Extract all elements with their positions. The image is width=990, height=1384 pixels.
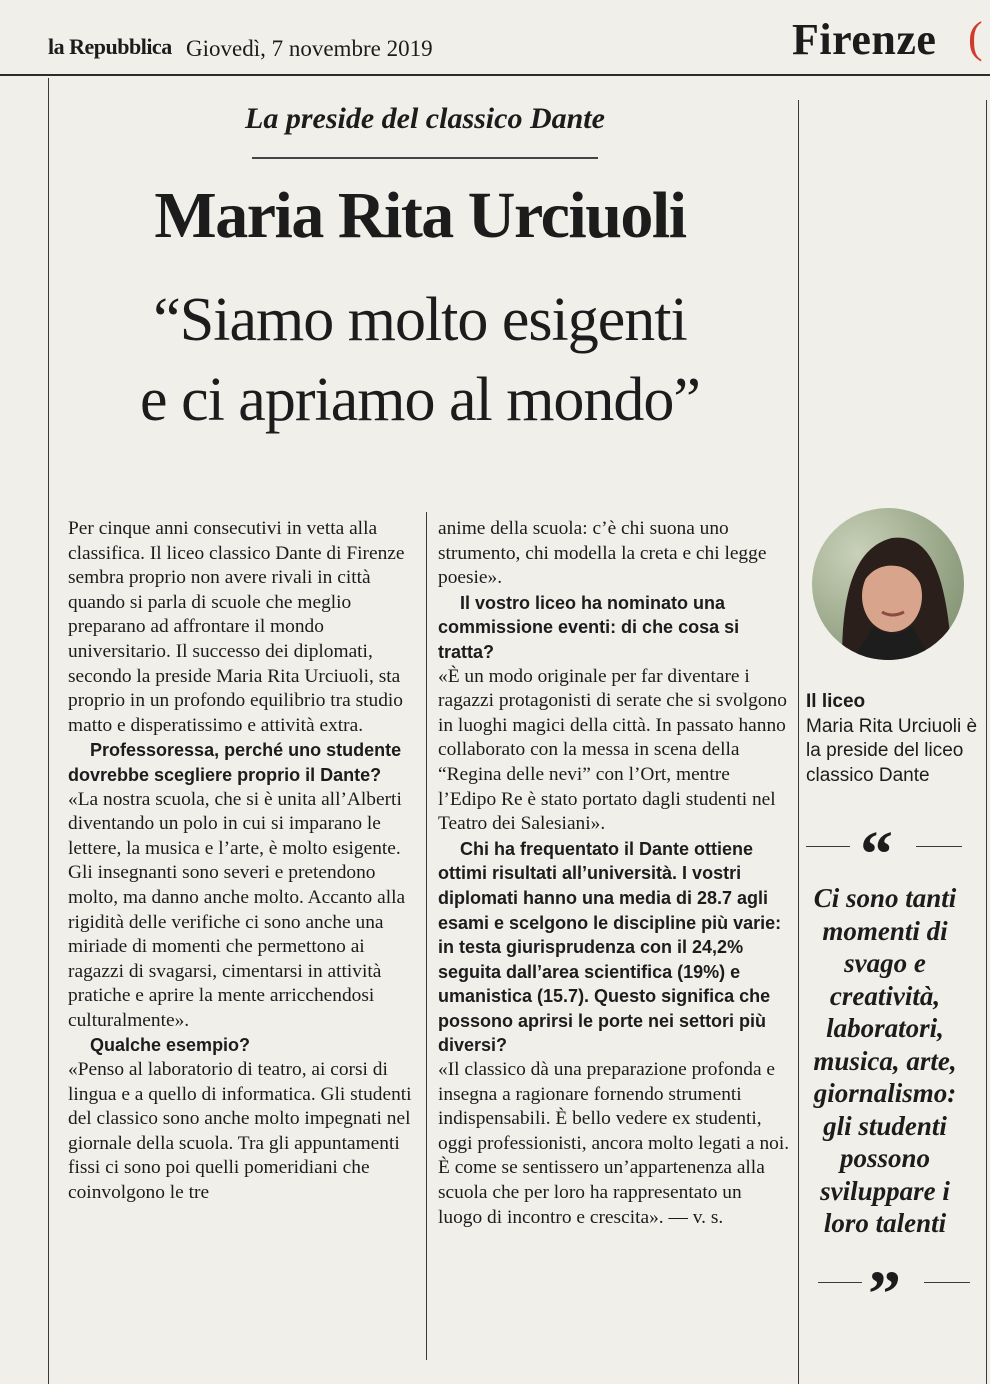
left-border xyxy=(48,78,49,1384)
issue-date: Giovedì, 7 novembre 2019 xyxy=(186,36,433,61)
far-right-border xyxy=(986,100,987,1384)
close-quote-icon: ” xyxy=(868,1258,901,1331)
interview-answer: anime della scuola: c’è chi suona uno strumento, chi modella la creta e chi legge poesie». xyxy=(438,518,767,589)
article-column-2 xyxy=(438,517,790,1230)
section-name: Firenze xyxy=(792,15,937,64)
caption-text: Maria Rita Urciuoli è la preside del liceo classico Dante xyxy=(806,715,978,786)
quote-line-2: e ci apriamo al mondo” xyxy=(140,366,700,434)
article-quote-headline xyxy=(60,280,780,440)
interview-answer: «È un modo originale per far diventare i ragazzi protagonisti di serate che si svolgono in luoghi magici della città. In passato hanno collaborato con la messa in scena della “Regina delle nevi” con l’Ort, mentre l’Edipo Re è stato portato dagli studenti nel Teatro dei Salesiani». xyxy=(438,665,787,835)
article-kicker: La preside del classico Dante xyxy=(245,102,605,135)
pull-quote: Ci sono tanti momenti di svago e creatività, laboratori, musica, arte, giornalismo: gli studenti possono sviluppare i loro talenti xyxy=(813,883,957,1238)
right-border xyxy=(798,100,799,1384)
portrait-photo xyxy=(812,508,964,660)
section-name-cut: ( xyxy=(968,13,983,62)
interview-question: Qualche esempio? xyxy=(90,1035,251,1056)
article-headline: Maria Rita Urciuoli xyxy=(154,179,686,252)
quote-line-1: “Siamo molto esigenti xyxy=(153,286,687,354)
column-divider xyxy=(426,512,427,1360)
open-quote-icon: “ xyxy=(860,818,893,891)
caption-title: Il liceo xyxy=(806,691,866,712)
newspaper-logo: la Repubblica xyxy=(48,34,172,59)
quote-rule xyxy=(916,846,962,847)
kicker-rule xyxy=(252,157,598,159)
portrait-image xyxy=(812,508,964,660)
masthead-rule xyxy=(0,74,990,76)
photo-caption xyxy=(806,690,986,788)
interview-answer: «La nostra scuola, che si è unita all’Alberti diventando un polo in cui si imparano le lettere, la musica e l’arte, è molto esigente. Gli insegnanti sono severi e pretendono molto, ma danno anche molto. Accanto alla rigidità delle verifiche ci sono anche una miriade di momenti che permettono ai ragazzi di svagarsi, cimentarsi in attività pratiche e aprire la mente arricchendosi culturalmente». xyxy=(68,788,406,1031)
quote-rule xyxy=(806,846,850,847)
interview-answer: «Penso al laboratorio di teatro, ai corsi di lingua e a quello di informatica. Gli studenti del classico sono anche molto impegnati nel giornale della scuola. Tra gli appuntamenti fissi ci sono poi quelli pomeridiani che coinvolgono le tre xyxy=(68,1059,412,1204)
masthead xyxy=(0,0,990,72)
lead-paragraph: Per cinque anni consecutivi in vetta alla classifica. Il liceo classico Dante di Firenze sembra proprio non avere rivali in città quando si parla di scuole che meglio preparano ad affrontare il mondo universitario. Il successo dei diplomati, secondo la preside Maria Rita Urciuoli, sta proprio in un profondo equilibrio tra studio matto e disperatissimo e attività extra. xyxy=(68,518,405,736)
interview-question: Chi ha frequentato il Dante ottiene ottimi risultati all’università. I vostri diplomati hanno una media di 28.7 agli esami e scelgono le discipline più varie: in testa giurisprudenza con il 24,2% seguita dall’area scientifica (19%) e umanistica (15.7). Questo significa che possono aprirsi le porte nei settori più diversi? xyxy=(438,838,782,1056)
interview-answer: «Il classico dà una preparazione profonda e insegna a ragionare fornendo strumenti indispensabili. È bello vedere ex studenti, oggi professionisti, ancora molto legati a noi. È come se sentissero un’appartenenza alla scuola che per loro ha rappresentato un luogo di incontro e crescita». — v. s. xyxy=(438,1059,790,1228)
interview-question: Il vostro liceo ha nominato una commissione eventi: di che cosa si tratta? xyxy=(438,592,740,662)
interview-question: Professoressa, perché uno studente dovrebbe scegliere proprio il Dante? xyxy=(68,740,402,785)
article-column-1 xyxy=(68,517,416,1206)
quote-rule xyxy=(924,1282,970,1283)
quote-rule xyxy=(818,1282,862,1283)
